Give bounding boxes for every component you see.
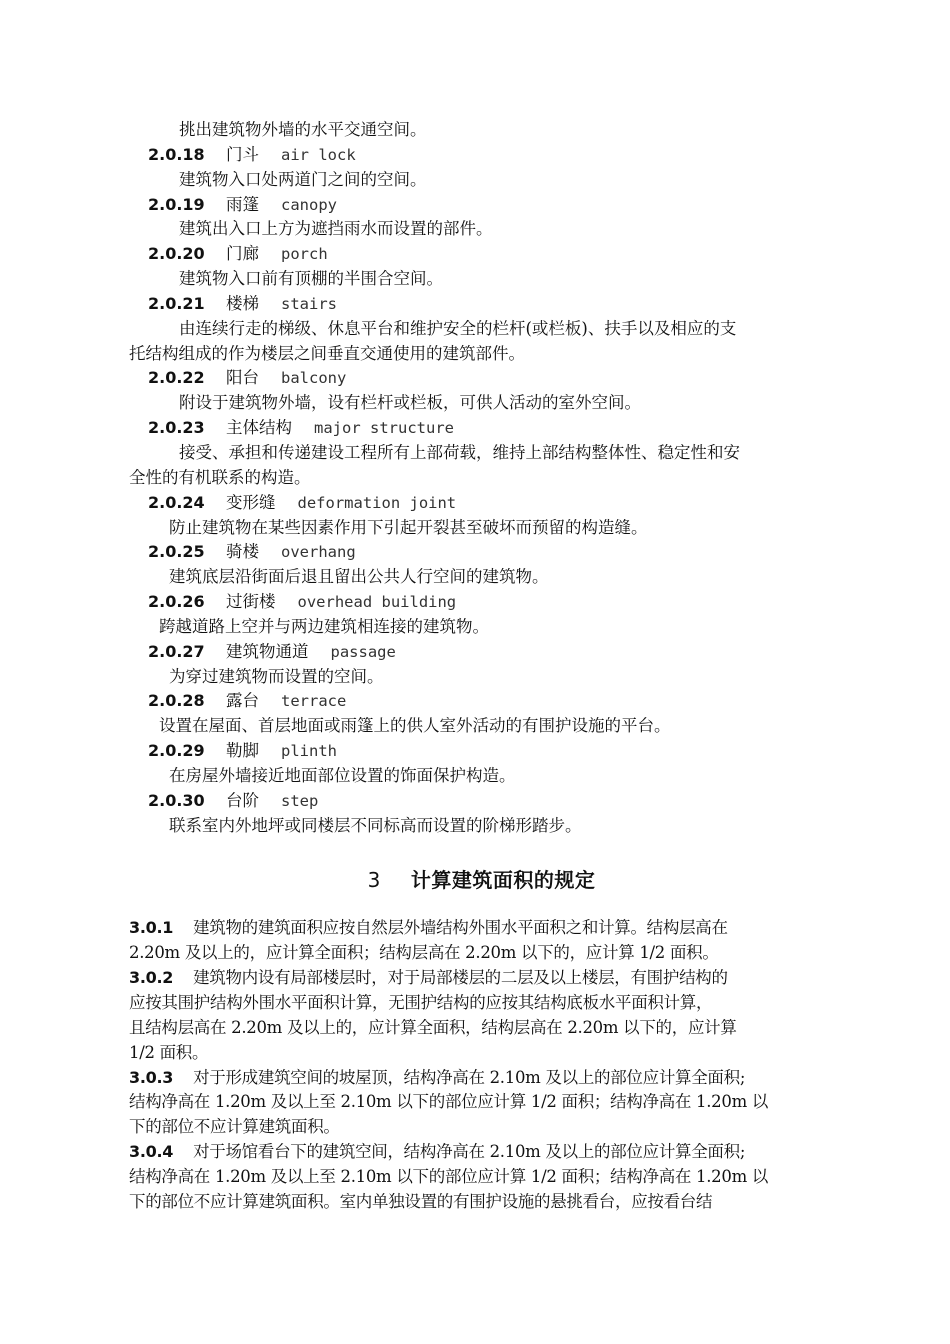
clause-line	[129, 1041, 834, 1066]
clause-text: 应按其围护结构外围水平面积计算，无围护结构的应按其结构底板水平面积计算，	[129, 993, 713, 1012]
term-chinese: 过街楼	[226, 592, 276, 612]
clause-text: 建筑物内设有局部楼层时，对于局部楼层的二层及以上楼层，有围护结构的	[193, 968, 728, 988]
term-english: overhang	[281, 543, 356, 562]
term-definition: 接受、承担和传递建设工程所有上部荷载，维持上部结构整体性、稳定性和安	[179, 442, 740, 462]
term-heading	[129, 242, 834, 267]
term-chinese: 建筑物通道	[226, 641, 309, 661]
terms-list	[129, 143, 834, 839]
clause-line	[129, 1016, 834, 1041]
term-heading	[129, 292, 834, 317]
term-heading	[129, 143, 834, 168]
term-heading	[129, 540, 834, 565]
term-definition: 防止建筑物在某些因素作用下引起开裂甚至破坏而预留的构造缝。	[169, 517, 648, 537]
term-heading	[129, 416, 834, 441]
term-english: stairs	[281, 294, 337, 313]
clause-line	[129, 1165, 834, 1190]
clause-text: 结构净高在 1.20m 及以上至 2.10m 以下的部位应计算 1/2 面积；结构净高在 1.20m 以	[129, 1092, 769, 1112]
clause-number: 3.0.4	[129, 1142, 174, 1162]
term-chinese: 露台	[226, 691, 259, 711]
term-english: canopy	[281, 195, 337, 214]
term-english: plinth	[281, 742, 337, 761]
clause-number: 3.0.1	[129, 918, 174, 938]
term-english: deformation joint	[297, 493, 457, 512]
term-english: overhead building	[297, 593, 457, 612]
term-heading	[129, 590, 834, 615]
term-number: 2.0.20	[148, 244, 205, 264]
term-heading	[129, 491, 834, 516]
definition-fragment: 挑出建筑物外墙的水平交通空间。	[179, 120, 427, 139]
term-heading	[129, 689, 834, 714]
term-definition: 跨越道路上空并与两边建筑相连接的建筑物。	[159, 616, 489, 636]
term-number: 2.0.21	[148, 293, 205, 313]
clause-number: 3.0.2	[129, 968, 174, 988]
term-chinese: 主体结构	[226, 418, 292, 438]
term-heading	[129, 366, 834, 391]
clause-text: 建筑物的建筑面积应按自然层外墙结构外围水平面积之和计算。结构层高在	[193, 918, 728, 938]
term-number: 2.0.25	[148, 542, 205, 562]
term-definition: 建筑物入口处两道门之间的空间。	[179, 169, 427, 189]
term-definition: 建筑出入口上方为遮挡雨水而设置的部件。	[179, 219, 493, 239]
chapter-heading	[129, 844, 834, 916]
term-english: balcony	[281, 369, 347, 388]
term-heading	[129, 789, 834, 814]
term-english: major structure	[314, 419, 454, 438]
term-english: passage	[330, 642, 396, 661]
term-number: 2.0.18	[148, 144, 205, 164]
term-english: terrace	[281, 692, 347, 711]
term-chinese: 雨篷	[226, 194, 259, 214]
term-english: porch	[281, 245, 328, 264]
term-definition: 附设于建筑物外墙，设有栏杆或栏板，可供人活动的室外空间。	[179, 393, 641, 413]
clause-text: 1/2 面积。	[129, 1042, 209, 1062]
term-heading	[129, 739, 834, 764]
term-number: 2.0.27	[148, 641, 205, 661]
clause-text: 且结构层高在 2.20m 及以上的，应计算全面积，结构层高在 2.20m 以下的，应计算	[129, 1017, 737, 1037]
clause-line	[129, 1115, 834, 1140]
term-definition: 在房屋外墙接近地面部位设置的饰面保护构造。	[169, 765, 516, 785]
clause-text: 结构净高在 1.20m 及以上至 2.10m 以下的部位应计算 1/2 面积；结构净高在 1.20m 以	[129, 1166, 769, 1186]
clause-text: 对于形成建筑空间的坡屋顶，结构净高在 2.10m 及以上的部位应计算全面积;	[193, 1067, 746, 1087]
term-definition: 建筑物入口前有顶棚的半围合空间。	[179, 269, 443, 289]
clause-number: 3.0.3	[129, 1067, 174, 1087]
term-english: air lock	[281, 145, 356, 164]
clause-line	[129, 1090, 834, 1115]
term-definition: 全性的有机联系的构造。	[129, 467, 311, 487]
term-number: 2.0.29	[148, 741, 205, 761]
term-definition: 建筑底层沿街面后退且留出公共人行空间的建筑物。	[169, 567, 549, 587]
term-chinese: 门斗	[226, 144, 259, 164]
term-chinese: 骑楼	[226, 542, 259, 562]
term-number: 2.0.28	[148, 691, 205, 711]
term-definition: 由连续行走的梯级、休息平台和维护安全的栏杆(或栏板)、扶手以及相应的支	[179, 318, 737, 338]
term-definition: 为穿过建筑物而设置的空间。	[169, 666, 384, 686]
clause-line	[129, 966, 834, 991]
term-number: 2.0.26	[148, 592, 205, 612]
clause-text: 对于场馆看台下的建筑空间，结构净高在 2.10m 及以上的部位应计算全面积;	[193, 1142, 746, 1162]
term-chinese: 勒脚	[226, 741, 259, 761]
term-chinese: 楼梯	[226, 293, 259, 313]
term-chinese: 门廊	[226, 244, 259, 264]
term-definition: 设置在屋面、首层地面或雨篷上的供人室外活动的有围护设施的平台。	[159, 716, 671, 736]
chapter-number: 3	[367, 868, 381, 893]
clause-line	[129, 991, 834, 1016]
document-body	[129, 118, 834, 1215]
term-heading	[129, 640, 834, 665]
chapter-title: 计算建筑面积的规定	[410, 868, 596, 893]
clause-line	[129, 1140, 834, 1165]
clauses-list	[129, 916, 834, 1214]
term-number: 2.0.19	[148, 194, 205, 214]
term-chinese: 变形缝	[226, 492, 276, 512]
clause-line	[129, 1190, 834, 1215]
term-definition: 联系室内外地坪或同楼层不同标高而设置的阶梯形踏步。	[169, 815, 582, 835]
clause-text: 2.20m 及以上的，应计算全面积；结构层高在 2.20m 以下的，应计算 1/2 面积。	[129, 943, 719, 963]
term-number: 2.0.24	[148, 492, 205, 512]
term-chinese: 台阶	[226, 790, 259, 810]
clause-line	[129, 916, 834, 941]
clause-line	[129, 1066, 834, 1091]
term-number: 2.0.23	[148, 418, 205, 438]
term-definition: 托结构组成的作为楼层之间垂直交通使用的建筑部件。	[129, 343, 525, 363]
clause-line	[129, 941, 834, 966]
clause-text: 下的部位不应计算建筑面积。室内单独设置的有围护设施的悬挑看台，应按看台结	[129, 1191, 713, 1211]
term-number: 2.0.30	[148, 790, 205, 810]
clause-text: 下的部位不应计算建筑面积。	[129, 1117, 340, 1137]
term-chinese: 阳台	[226, 368, 259, 388]
term-heading	[129, 193, 834, 218]
term-number: 2.0.22	[148, 368, 205, 388]
term-english: step	[281, 791, 319, 810]
